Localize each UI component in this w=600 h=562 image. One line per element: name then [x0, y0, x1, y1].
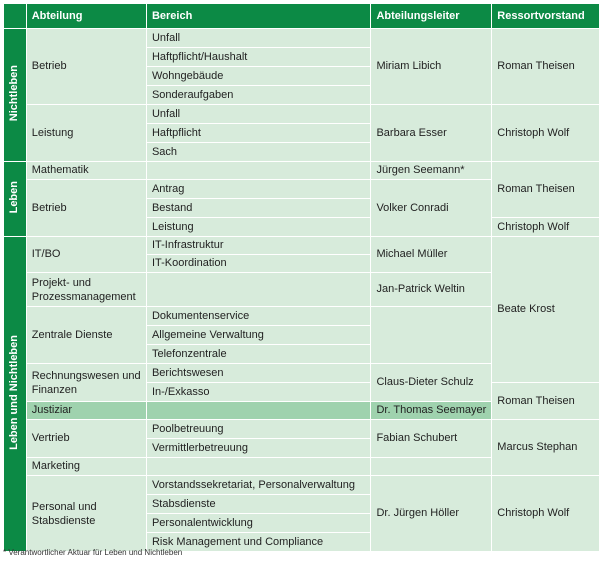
- department-cell: Mathematik: [26, 162, 146, 180]
- group-label-leben-und-nichtleben: Leben und Nichtleben: [4, 237, 27, 552]
- area-cell: Sonderaufgaben: [146, 86, 370, 105]
- board-cell: Roman Theisen: [492, 162, 600, 218]
- area-cell: [146, 162, 370, 180]
- leader-cell: Michael Müller: [371, 237, 492, 273]
- department-cell: Justiziar: [26, 402, 146, 420]
- board-cell: Beate Krost: [492, 237, 600, 383]
- leader-cell: Volker Conradi: [371, 180, 492, 237]
- department-cell: Personal und Stabsdienste: [26, 476, 146, 552]
- area-cell: Personalentwicklung: [146, 514, 370, 533]
- area-cell: Bestand: [146, 199, 370, 218]
- leader-cell: Barbara Esser: [371, 105, 492, 162]
- organization-table: [3, 3, 600, 552]
- board-cell: Marcus Stephan: [492, 420, 600, 476]
- department-cell: Zentrale Dienste: [26, 307, 146, 364]
- area-cell: Poolbetreuung: [146, 420, 370, 439]
- department-cell: Leistung: [26, 105, 146, 162]
- leader-cell: Jan-Patrick Weltin: [371, 273, 492, 307]
- area-cell: Berichtswesen: [146, 364, 370, 383]
- leader-cell: Dr. Jürgen Höller: [371, 476, 492, 552]
- area-cell: [146, 402, 370, 420]
- area-cell: [146, 273, 370, 307]
- table-row: [4, 476, 600, 495]
- department-cell: Projekt- und Prozessmanagement: [26, 273, 146, 307]
- area-cell: Telefonzentrale: [146, 345, 370, 364]
- board-cell: Christoph Wolf: [492, 105, 600, 162]
- area-cell: Unfall: [146, 105, 370, 124]
- leader-cell: Jürgen Seemann*: [371, 162, 492, 180]
- area-cell: Unfall: [146, 29, 370, 48]
- leader-cell: Fabian Schubert: [371, 420, 492, 458]
- department-cell: Rechnungswesen und Finanzen: [26, 364, 146, 402]
- area-cell: Sach: [146, 143, 370, 162]
- header-abteilungsleiter: Abteilungsleiter: [371, 4, 492, 29]
- header-row: [4, 4, 600, 29]
- department-cell: Marketing: [26, 458, 146, 476]
- table-row: [4, 237, 600, 255]
- header-bereich: Bereich: [146, 4, 370, 29]
- board-cell: Roman Theisen: [492, 29, 600, 105]
- area-cell: IT-Koordination: [146, 255, 370, 273]
- area-cell: Vermittlerbetreuung: [146, 439, 370, 458]
- board-cell: Christoph Wolf: [492, 218, 600, 237]
- department-cell: Betrieb: [26, 180, 146, 237]
- area-cell: Dokumentenservice: [146, 307, 370, 326]
- table-row: [4, 29, 600, 48]
- area-cell: Haftpflicht/Haushalt: [146, 48, 370, 67]
- header-abteilung: Abteilung: [26, 4, 146, 29]
- table-row: [4, 420, 600, 439]
- group-label-leben: Leben: [4, 162, 27, 237]
- area-cell: In-/Exkasso: [146, 383, 370, 402]
- area-cell: Vorstandssekretariat, Personalverwaltung: [146, 476, 370, 495]
- department-cell: Betrieb: [26, 29, 146, 105]
- department-cell: Vertrieb: [26, 420, 146, 458]
- department-cell: IT/BO: [26, 237, 146, 273]
- area-cell: Antrag: [146, 180, 370, 199]
- footnote: * Verantwortlicher Aktuar für Leben und Nichtleben: [3, 548, 183, 557]
- leader-cell: [371, 307, 492, 364]
- leader-cell: Dr. Thomas Seemayer: [371, 402, 492, 420]
- table-row: [4, 162, 600, 180]
- leader-cell: Claus-Dieter Schulz: [371, 364, 492, 402]
- area-cell: Leistung: [146, 218, 370, 237]
- board-cell: Christoph Wolf: [492, 476, 600, 552]
- header-ressortvorstand: Ressortvorstand: [492, 4, 600, 29]
- area-cell: [146, 458, 370, 476]
- header-corner: [4, 4, 27, 29]
- group-label-nichtleben: Nichtleben: [4, 29, 27, 162]
- area-cell: Stabsdienste: [146, 495, 370, 514]
- area-cell: Allgemeine Verwaltung: [146, 326, 370, 345]
- table-row: [4, 105, 600, 124]
- board-cell: Roman Theisen: [492, 383, 600, 420]
- area-cell: IT-Infrastruktur: [146, 237, 370, 255]
- leader-cell: Miriam Libich: [371, 29, 492, 105]
- area-cell: Risk Management und Compliance: [146, 533, 370, 552]
- leader-cell: [371, 458, 492, 476]
- area-cell: Haftpflicht: [146, 124, 370, 143]
- area-cell: Wohngebäude: [146, 67, 370, 86]
